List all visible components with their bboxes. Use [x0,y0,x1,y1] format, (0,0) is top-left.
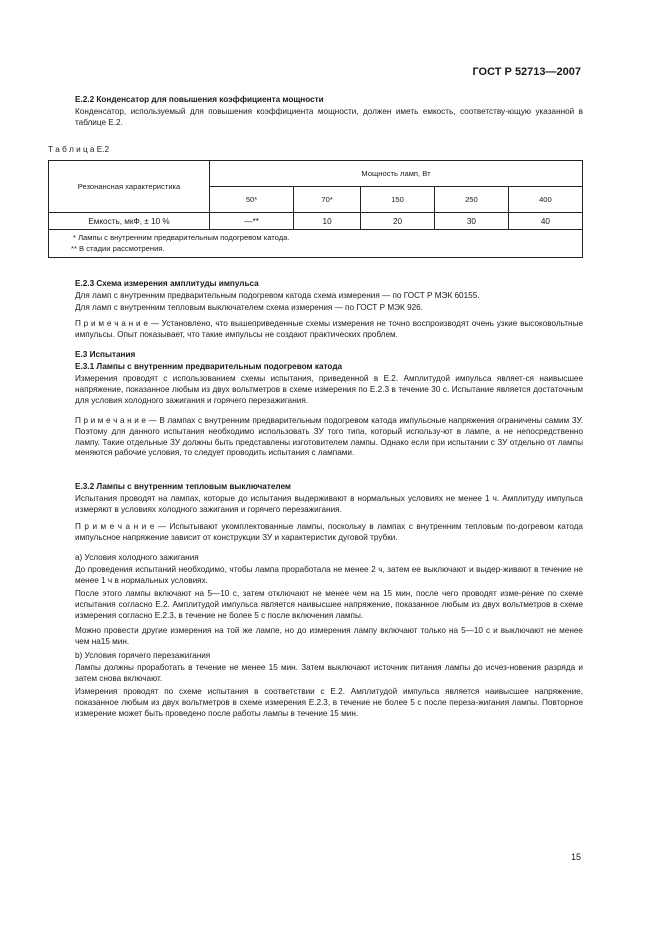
subsection-b-p2: Измерения проводят по схеме испытания в соответствии с Е.2. Амплитудой импульса является наивысшее напряжение, показанное любым из двух вольтметров в схеме измерения Е.2.3, в течение не более 5 с после переза-жигания лампы. Повторное измерение может быть проведено после работы лампы в течение 15 мин. [75,687,583,718]
page-number: 15 [570,852,581,862]
table-col-header: 70* [294,187,361,213]
table-group-header: Мощность ламп, Вт [210,161,583,187]
note-label: П р и м е ч а н и е [75,522,155,531]
table-note-1: * Лампы с внутренним предварительным подогревом катода. [73,233,290,242]
capacitance-table [48,160,583,258]
table-col-header: 400 [508,187,582,213]
note-label: П р и м е ч а н и е [75,416,146,425]
subsection-a-p2: После этого лампы включают на 5—10 с, затем отключают не менее чем на 15 мин, после чего проводят изме-рение по схеме испытания согласно Е.2. Амплитудой импульса является наивысшее напряжение, показанное любым из двух вольтметров в схеме измерения согласно Е.2.3, в течение не более 5 с после включения лампы. [75,589,583,620]
table-cell: —** [210,213,294,230]
section-e31-text: Измерения проводят с использованием схемы испытания, приведенной в Е.2. Амплитудой импульса являет-ся наивысшее напряжение, показанное любым из двух вольтметров в схеме измерения по Е.2.3 в течение 30 с. Испытание является достаточным для условия холодного зажигания и горячего перезажигания. [75,374,583,405]
table-cell: 40 [508,213,582,230]
subsection-a-heading: a) Условия холодного зажигания [75,553,199,562]
section-e3-heading: Е.3 Испытания [75,350,136,359]
table-col-header: 50* [210,187,294,213]
section-e22-text: Конденсатор, используемый для повышения коэффициента мощности, должен иметь емкость, соответству-ющую указанной в таблице Е.2. [75,107,583,127]
table-cell: 20 [361,213,435,230]
section-e23-line2: Для ламп с внутренним тепловым выключателем схема измерения — по ГОСТ Р МЭК 926. [75,303,424,312]
section-e32-text: Испытания проводят на лампах, которые до испытания выдерживают в нормальных условиях не менее 1 ч. Амплитуду импульса измеряют в условиях холодного зажигания и горячего перезажигания. [75,494,583,514]
section-e23-heading: Е.2.3 Схема измерения амплитуды импульса [75,279,259,288]
subsection-b-heading: b) Условия горячего перезажигания [75,651,211,660]
table-col-header: 250 [434,187,508,213]
table-row-header: Резонансная характеристика [49,161,210,213]
table-cell: 10 [294,213,361,230]
table-caption: Т а б л и ц а Е.2 [48,145,110,154]
subsection-a-p3: Можно провести другие измерения на той же лампе, но до измерения лампу включают только на 5—10 с и выключают не менее чем на15 мин. [75,626,583,646]
subsection-b-p1: Лампы должны проработать в течение не менее 15 мин. Затем выключают источник питания лампы до исчез-новения разряда и затем снова включают. [75,663,583,683]
section-e22-heading: Е.2.2 Конденсатор для повышения коэффициента мощности [75,95,324,104]
section-e32-note: П р и м е ч а н и е — Испытывают укомплектованные лампы, поскольку в лампах с внутренним тепловым по-догревом катода импульсное напряжение зависит от конструкции ЗУ и характеристик дуговой трубки. [75,522,583,542]
table-col-header: 150 [361,187,435,213]
note-label: П р и м е ч а н и е [75,319,148,328]
document-header: ГОСТ Р 52713—2007 [472,66,581,78]
section-e31-heading: Е.3.1 Лампы с внутренним предварительным подогревом катода [75,362,343,371]
section-e23-note: П р и м е ч а н и е — Установлено, что вышеприведенные схемы измерения не точно воспроизводят очень узкие высоковольтные импульсы. Опыт показывает, что такие импульсы не создают практических проблем. [75,319,584,339]
table-notes [49,230,583,258]
table-row-label: Емкость, мкФ, ± 10 % [49,213,210,230]
section-e32-heading: Е.3.2 Лампы с внутренним тепловым выключателем [75,482,291,491]
table-note-2: ** В стадии рассмотрения. [71,243,165,253]
section-e31-note: П р и м е ч а н и е — В лампах с внутренним предварительным подогревом катода импульсные напряжения ограничены самим ЗУ. Поэтому для данного испытания необходимо использовать ЗУ того типа, который использу-ют в лампе, а не непосредственно лампу. Такие отдельные ЗУ должны быть представлены изготовителем лампы. Однако если при испытании с ЗУ отдельно от лампы меняются рабочие условия, то следует проводить испытания с лампами. [75,416,583,458]
subsection-a-p1: До проведения испытаний необходимо, чтобы лампа проработала не менее 2 ч, затем ее выключают и выдер-живают в течение не менее 1 ч в нормальных условиях. [75,565,583,585]
section-e23-line1: Для ламп с внутренним предварительным подогревом катода схема измерения — по ГОСТ Р МЭК 60155. [75,291,480,300]
table-cell: 30 [434,213,508,230]
